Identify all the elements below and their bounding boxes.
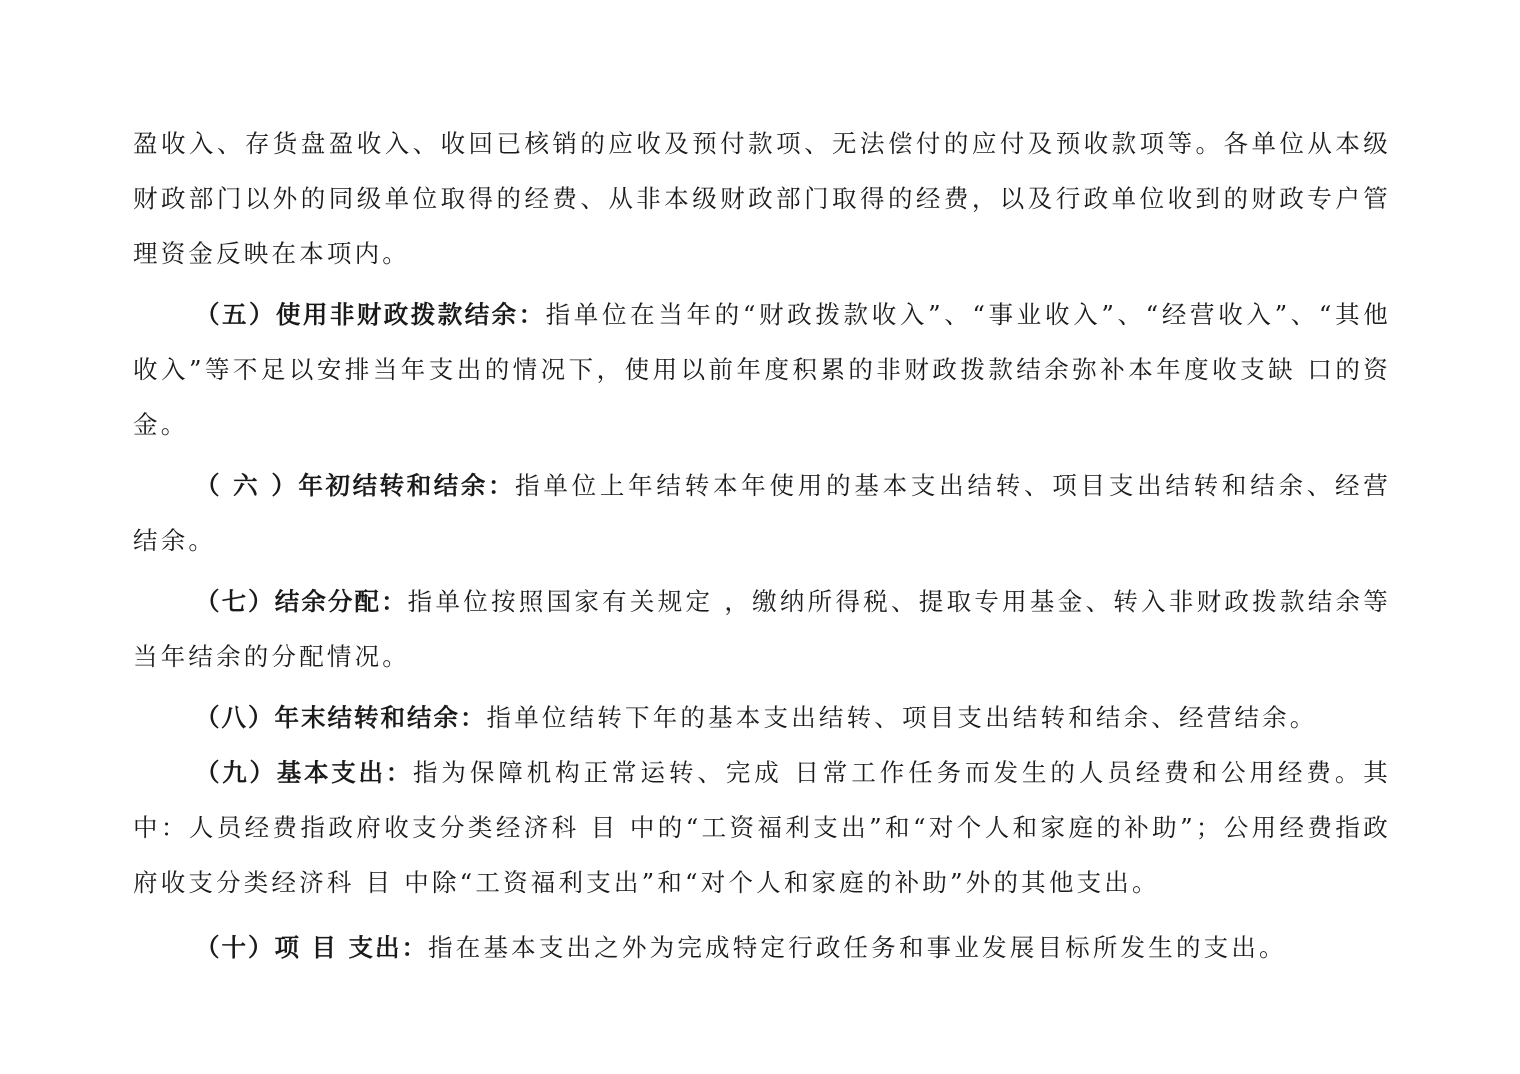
paragraph-item-9	[133, 745, 1391, 910]
item-5-text: 指单位在当年的“财政拨款收入”、“事业收入”、“经营收入”、“其他收入”等不足以安排当年支出的情况下，使用以前年度积累的非财政拨款结余弥补本年度收支缺 口的资金。	[133, 300, 1392, 439]
item-10-text: 指在基本支出之外为完成特定行政任务和事业发展目标所发生的支出。	[428, 933, 1287, 962]
item-8-term: （八）年末结转和结余：	[195, 703, 487, 732]
item-10-term: （十）项 目 支出：	[195, 933, 429, 962]
item-7-text: 指单位按照国家有关规定 ，缴纳所得税、提取专用基金、转入非财政拨款结余等当年结余的分配情况。	[133, 587, 1392, 671]
paragraph-continued-income	[133, 116, 1391, 281]
paragraph-item-8	[133, 690, 1391, 745]
item-7-term: （七）结余分配：	[195, 587, 408, 616]
item-6-text: 指单位上年结转本年使用的基本支出结转、项目支出结转和结余、经营结余。	[133, 471, 1392, 555]
item-5-term: （五）使用非财政拨款结余：	[195, 300, 546, 329]
paragraph-item-7	[133, 574, 1391, 684]
paragraph-item-10	[133, 920, 1391, 975]
document-page	[133, 116, 1391, 981]
item-8-text: 指单位结转下年的基本支出结转、项目支出结转和结余、经营结余。	[486, 703, 1318, 732]
item-9-text: 指为保障机构正常运转、完成 日常工作任务而发生的人员经费和公用经费。其中：人员经费指政府收支分类经济科 目 中的“工资福利支出”和“对个人和家庭的补助”；公用经费指政府收支分类经济科 目 中除“工资福利支出”和“对个人和家庭的补助”外的其他支出。	[133, 758, 1391, 897]
paragraph-text: 盈收入、存货盘盈收入、收回已核销的应收及预付款项、无法偿付的应付及预收款项等。各单位从本级财政部门以外的同级单位取得的经费、从非本级财政部门取得的经费，以及行政单位收到的财政专户管理资金反映在本项内。	[133, 129, 1391, 268]
paragraph-item-6	[133, 458, 1391, 568]
paragraph-item-5	[133, 287, 1391, 452]
item-9-term: （九）基本支出：	[195, 758, 413, 787]
item-6-term: （ 六 ）年初结转和结余：	[195, 471, 516, 500]
